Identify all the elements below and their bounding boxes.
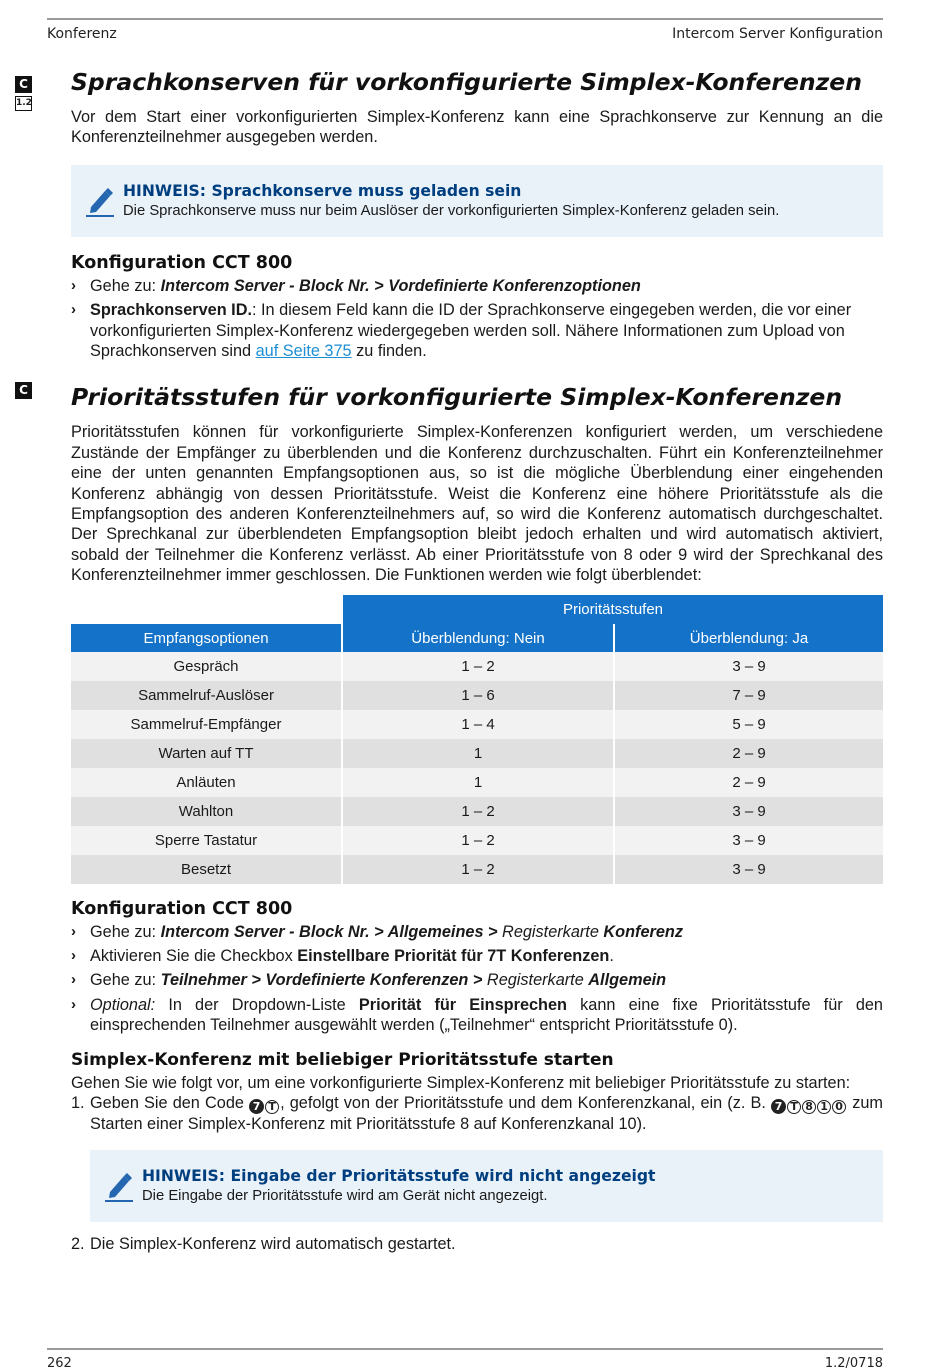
page-footer bbox=[47, 1348, 883, 1371]
note-box-1 bbox=[71, 165, 883, 237]
section2-intro: Prioritätsstufen können für vorkonfigurierte Simplex-Konferenzen konfiguriert werden, um verschiedene Zustände der Empfänger zu überblenden und die Konferenz durchzuschalten. Führt ein Konferenzteilnehmer eine der unten genannten Empfangsoptionen aus, so ist die mögliche Überblendung einer eingehenden Konferenz abhängig von dessen Prioritätsstufe. Weist die Konferenz eine höhere Prioritätsstufe als die Empfangsoption des anderen Konferenzteilnehmers auf, so wird die Konferenz automatisch durchgeschaltet. Der Sprechkanal zur überblendeten Empfangsoption bleibt jedoch erhalten und wird automatisch aktiviert, sobald der Teilnehmer die Konferenz verlässt. Ab einer Prioritätsstufe von 8 oder 9 wird der Sprechkanal des Konferenzteilnehmer immer geschlossen. Die Funktionen werden wie folgt überblendet: bbox=[71, 423, 883, 585]
pencil-icon bbox=[85, 185, 115, 222]
section1-intro: Vor dem Start einer vorkonfigurierten Simplex-Konferenz kann eine Sprachkonserve zur Kennung an die Konferenzteilnehmer ausgegeben werden. bbox=[71, 108, 883, 147]
key-code: 7 T bbox=[249, 1094, 280, 1112]
note-box-2 bbox=[90, 1150, 883, 1222]
table-header: Überblendung: Ja bbox=[614, 624, 883, 653]
table-row: Wahlton 1 – 2 3 – 9 bbox=[71, 797, 883, 826]
priority-table bbox=[71, 595, 883, 884]
table-group-header: Prioritätsstufen bbox=[342, 595, 883, 624]
table-row: Sperre Tastatur 1 – 2 3 – 9 bbox=[71, 826, 883, 855]
pencil-icon bbox=[104, 1170, 134, 1207]
note-text: Die Eingabe der Prioritätsstufe wird am Gerät nicht angezeigt. bbox=[142, 1188, 548, 1205]
list-item: › Optional: In der Dropdown-Liste Priorität für Einsprechen kann eine fixe Prioritätsstufe für den einsprechenden Teilnehmer ausgewählt werden („Teilnehmer“ entspricht Prioritätsstufe 0). bbox=[71, 995, 883, 1035]
sub-heading: Simplex-Konferenz mit beliebiger Prioritätsstufe starten bbox=[71, 1049, 614, 1070]
list-item: › Gehe zu: Teilnehmer > Vordefinierte Konferenzen > Registerkarte Allgemein bbox=[71, 971, 667, 990]
table-row: Sammelruf-Empfänger 1 – 4 5 – 9 bbox=[71, 710, 883, 739]
table-row: Sammelruf-Auslöser 1 – 6 7 – 9 bbox=[71, 681, 883, 710]
table-row: Besetzt 1 – 2 3 – 9 bbox=[71, 855, 883, 884]
section1-title: Sprachkonserven für vorkonfigurierte Simplex-Konferenzen bbox=[71, 68, 862, 96]
page-header bbox=[47, 18, 883, 48]
section2-title: Prioritätsstufen für vorkonfigurierte Simplex-Konferenzen bbox=[71, 383, 843, 412]
step-item: 1. Geben Sie den Code 7 T , gefolgt von der Prioritätsstufe und dem Konferenzkanal, ein (z. B. 7 T 8 1 0 zum Starten einer Simplex-Konferenz mit Prioritätsstufe 8 auf Konferenzkanal 10). bbox=[71, 1094, 883, 1134]
document-version: 1.2/0718 bbox=[824, 1356, 883, 1371]
table-header: Empfangsoptionen bbox=[71, 624, 342, 653]
table-header: Überblendung: Nein bbox=[342, 624, 614, 653]
list-item: › Aktivieren Sie die Checkbox Einstellbare Priorität für 7T Konferenzen. bbox=[71, 947, 614, 965]
table-row: Warten auf TT 1 2 – 9 bbox=[71, 739, 883, 768]
page-number: 262 bbox=[47, 1356, 72, 1371]
list-item: › Gehe zu: Intercom Server - Block Nr. > Vordefinierte Konferenzoptionen bbox=[71, 276, 641, 295]
table-row: Gespräch 1 – 2 3 – 9 bbox=[71, 652, 883, 681]
table-row: Anläuten 1 2 – 9 bbox=[71, 768, 883, 797]
step-item: 2. Die Simplex-Konferenz wird automatisch gestartet. bbox=[71, 1235, 456, 1254]
key-example: 7 T 8 1 0 bbox=[771, 1094, 847, 1112]
chapter-marker: C bbox=[15, 76, 32, 93]
header-section: Intercom Server Konfiguration bbox=[672, 26, 883, 42]
version-marker: 1.2 bbox=[15, 96, 32, 111]
config-list-1 bbox=[71, 276, 883, 362]
note-title: HINWEIS: Sprachkonserve muss geladen sein bbox=[123, 181, 522, 200]
steps-list-2 bbox=[71, 1234, 883, 1254]
chapter-marker-2: C bbox=[15, 382, 32, 399]
note-title: HINWEIS: Eingabe der Prioritätsstufe wird nicht angezeigt bbox=[142, 1167, 656, 1186]
list-item: › Sprachkonserven ID.: In diesem Feld kann die ID der Sprachkonserve eingegeben werden, die vor einer vorkonfigurierten Simplex-Konferenz wiedergegeben werden soll. Nähere Informationen zum Upload von Sprachkonserven sind auf Seite 375 zu finden. bbox=[71, 301, 852, 361]
page-link[interactable]: auf Seite 375 bbox=[255, 342, 352, 361]
steps-list bbox=[71, 1093, 883, 1134]
config-list-2 bbox=[71, 922, 883, 1036]
sub-intro: Gehen Sie wie folgt vor, um eine vorkonfigurierte Simplex-Konferenz mit beliebiger Prioritätsstufe zu starten: bbox=[71, 1073, 851, 1092]
config-heading-2: Konfiguration CCT 800 bbox=[71, 898, 293, 919]
main-content bbox=[71, 66, 883, 1255]
header-chapter: Konferenz bbox=[47, 26, 117, 42]
list-item: › Gehe zu: Intercom Server - Block Nr. > Allgemeines > Registerkarte Konferenz bbox=[71, 922, 684, 941]
config-heading-1: Konfiguration CCT 800 bbox=[71, 252, 293, 273]
note-text: Die Sprachkonserve muss nur beim Auslöser der vorkonfigurierten Simplex-Konferenz geladen sein. bbox=[123, 202, 780, 219]
